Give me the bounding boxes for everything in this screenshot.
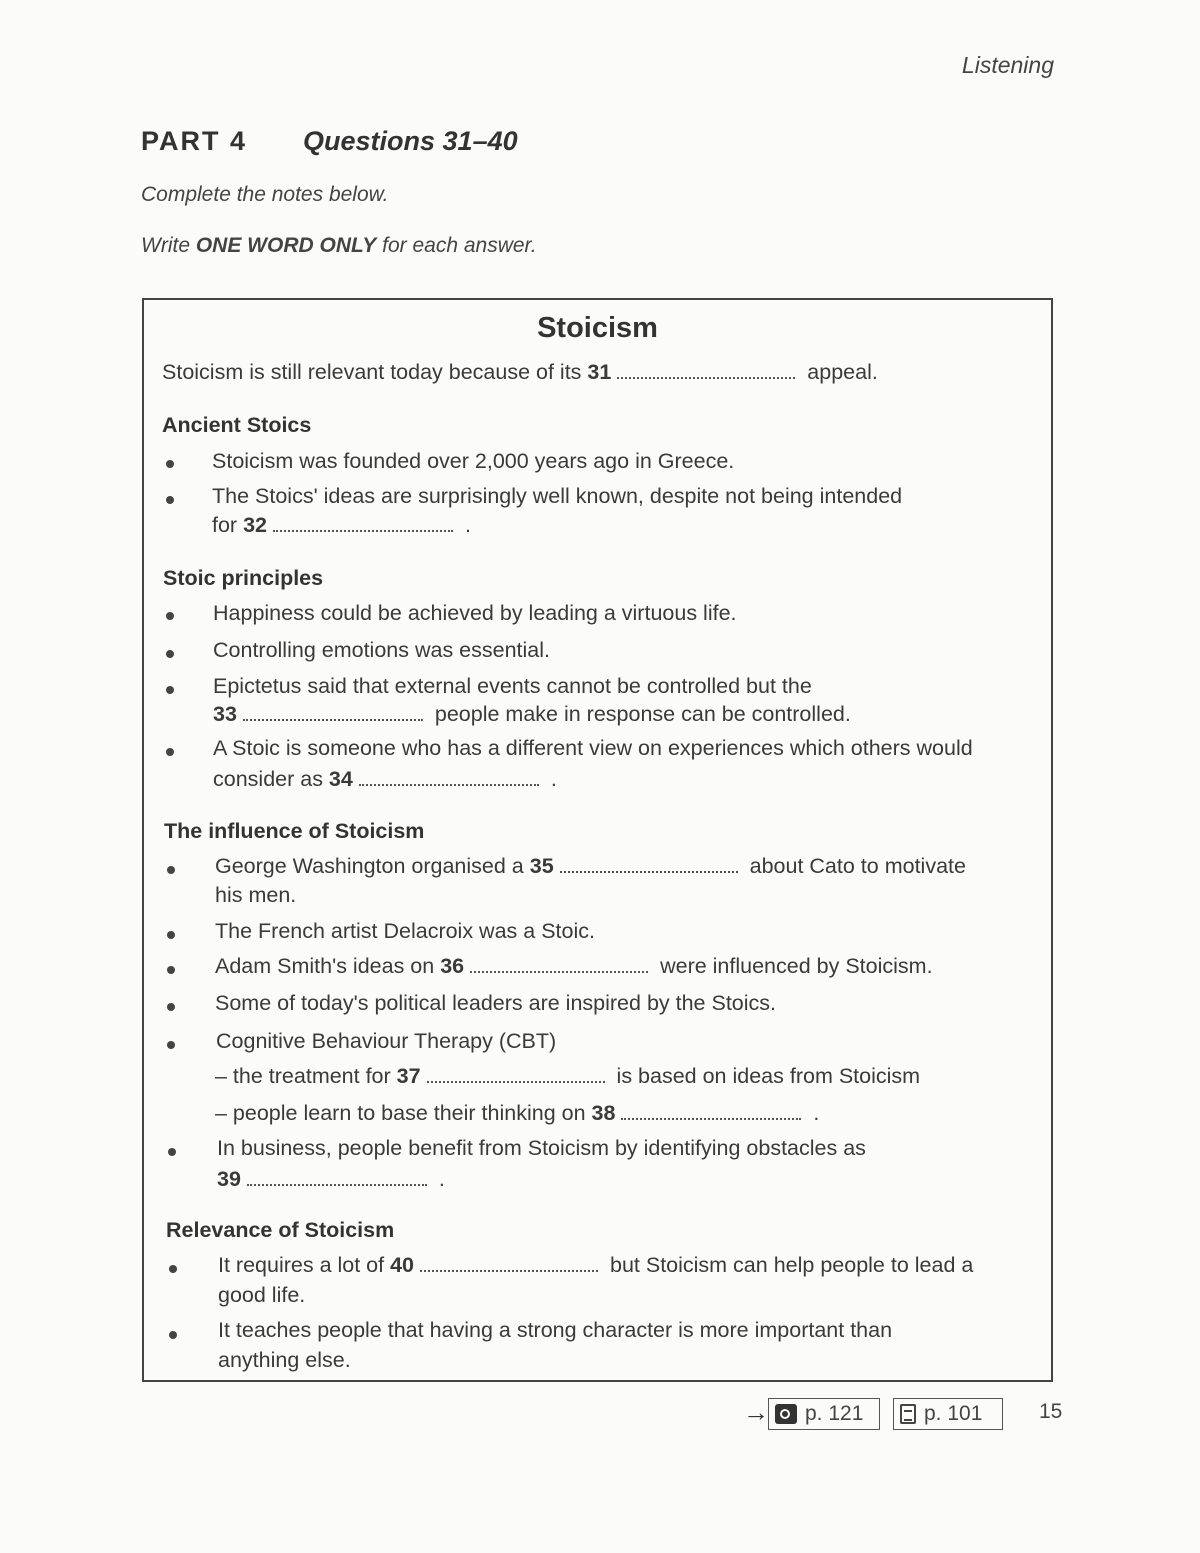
- answer-gap-33[interactable]: [243, 717, 423, 721]
- answer-gap-39[interactable]: [247, 1182, 427, 1186]
- audio-reference-page: p. 121: [805, 1402, 864, 1425]
- instruction-complete: Complete the notes below.: [141, 183, 389, 206]
- question-number: 38: [591, 1101, 616, 1125]
- bullet-icon: [166, 612, 174, 620]
- bullet-icon: [168, 1148, 176, 1156]
- list-item: It teaches people that having a strong character is more important than: [218, 1318, 893, 1342]
- heading-relevance: Relevance of Stoicism: [166, 1218, 395, 1242]
- intro-line: Stoicism is still relevant today because of its 31 appeal.: [162, 360, 878, 384]
- question-number: 35: [529, 854, 554, 878]
- answer-gap-31[interactable]: [617, 375, 795, 379]
- list-item-continuation: 39 .: [217, 1167, 445, 1191]
- list-item: The French artist Delacroix was a Stoic.: [215, 919, 595, 943]
- answer-gap-40[interactable]: [420, 1268, 598, 1272]
- bullet-icon: [167, 931, 175, 939]
- section-label: Listening: [961, 52, 1054, 78]
- bullet-icon: [166, 748, 174, 756]
- bullet-icon: [167, 866, 175, 874]
- list-item-continuation: good life.: [218, 1283, 306, 1307]
- bullet-icon: [166, 460, 174, 468]
- audio-reference[interactable]: [768, 1398, 880, 1430]
- answer-gap-34[interactable]: [359, 782, 539, 786]
- bullet-icon: [167, 1041, 175, 1049]
- word-limit-emphasis: ONE WORD ONLY: [195, 234, 377, 257]
- bullet-icon: [167, 1003, 175, 1011]
- bullet-icon: [169, 1331, 177, 1339]
- list-item: Adam Smith's ideas on 36 were influenced by Stoicism.: [215, 954, 933, 978]
- question-number: 39: [217, 1167, 241, 1191]
- arrow-right-icon: →: [743, 1397, 769, 1427]
- question-number: 31: [587, 360, 612, 384]
- answer-gap-32[interactable]: [273, 528, 453, 532]
- notes-title: Stoicism: [537, 312, 658, 344]
- question-number: 36: [440, 954, 465, 978]
- question-number: 33: [213, 702, 237, 726]
- answer-gap-35[interactable]: [560, 869, 738, 873]
- question-number: 37: [396, 1064, 421, 1088]
- list-item-continuation: anything else.: [218, 1348, 351, 1372]
- question-number: 40: [390, 1253, 415, 1277]
- list-item-continuation: for 32 .: [212, 513, 471, 537]
- bullet-icon: [166, 496, 174, 504]
- heading-stoic-principles: Stoic principles: [163, 566, 324, 590]
- heading-influence: The influence of Stoicism: [164, 819, 425, 843]
- page-number: 15: [1039, 1400, 1063, 1423]
- list-item: Epictetus said that external events cannot be controlled but the: [213, 674, 812, 698]
- sub-item: – people learn to base their thinking on 38 .: [215, 1101, 820, 1125]
- list-item: Stoicism was founded over 2,000 years ago in Greece.: [212, 449, 735, 473]
- bullet-icon: [167, 966, 175, 974]
- heading-ancient-stoics: Ancient Stoics: [162, 413, 312, 437]
- question-range: Questions 31–40: [303, 126, 518, 156]
- answer-gap-36[interactable]: [470, 969, 648, 973]
- audio-icon: [775, 1404, 797, 1424]
- list-item: Cognitive Behaviour Therapy (CBT): [216, 1029, 557, 1053]
- transcript-icon: [900, 1404, 916, 1424]
- list-item: Happiness could be achieved by leading a virtuous life.: [213, 601, 737, 625]
- bullet-icon: [166, 650, 174, 658]
- list-item: Controlling emotions was essential.: [213, 638, 550, 662]
- transcript-reference-page: p. 101: [924, 1402, 983, 1425]
- instruction-word-limit: Write ONE WORD ONLY for each answer.: [141, 234, 537, 257]
- question-number: 32: [243, 513, 267, 537]
- bullet-icon: [166, 686, 174, 694]
- bullet-icon: [169, 1265, 177, 1273]
- answer-gap-37[interactable]: [427, 1079, 605, 1083]
- list-item: A Stoic is someone who has a different view on experiences which others would: [213, 736, 973, 760]
- question-number: 34: [328, 767, 353, 791]
- list-item-continuation: 33 people make in response can be controlled.: [213, 702, 851, 726]
- answer-gap-38[interactable]: [621, 1116, 801, 1120]
- list-item: George Washington organised a 35 about Cato to motivate: [215, 854, 966, 878]
- list-item: In business, people benefit from Stoicism by identifying obstacles as: [217, 1136, 866, 1160]
- part-label: PART 4: [141, 126, 248, 156]
- sub-item: – the treatment for 37 is based on ideas from Stoicism: [215, 1064, 921, 1088]
- part-heading: [141, 126, 518, 157]
- list-item-continuation: consider as 34 .: [213, 767, 557, 791]
- list-item: Some of today's political leaders are inspired by the Stoics.: [215, 991, 777, 1015]
- list-item-continuation: his men.: [215, 883, 297, 907]
- list-item: It requires a lot of 40 but Stoicism can help people to lead a: [218, 1253, 974, 1277]
- transcript-reference[interactable]: [893, 1398, 1003, 1430]
- list-item: The Stoics' ideas are surprisingly well known, despite not being intended: [212, 484, 903, 508]
